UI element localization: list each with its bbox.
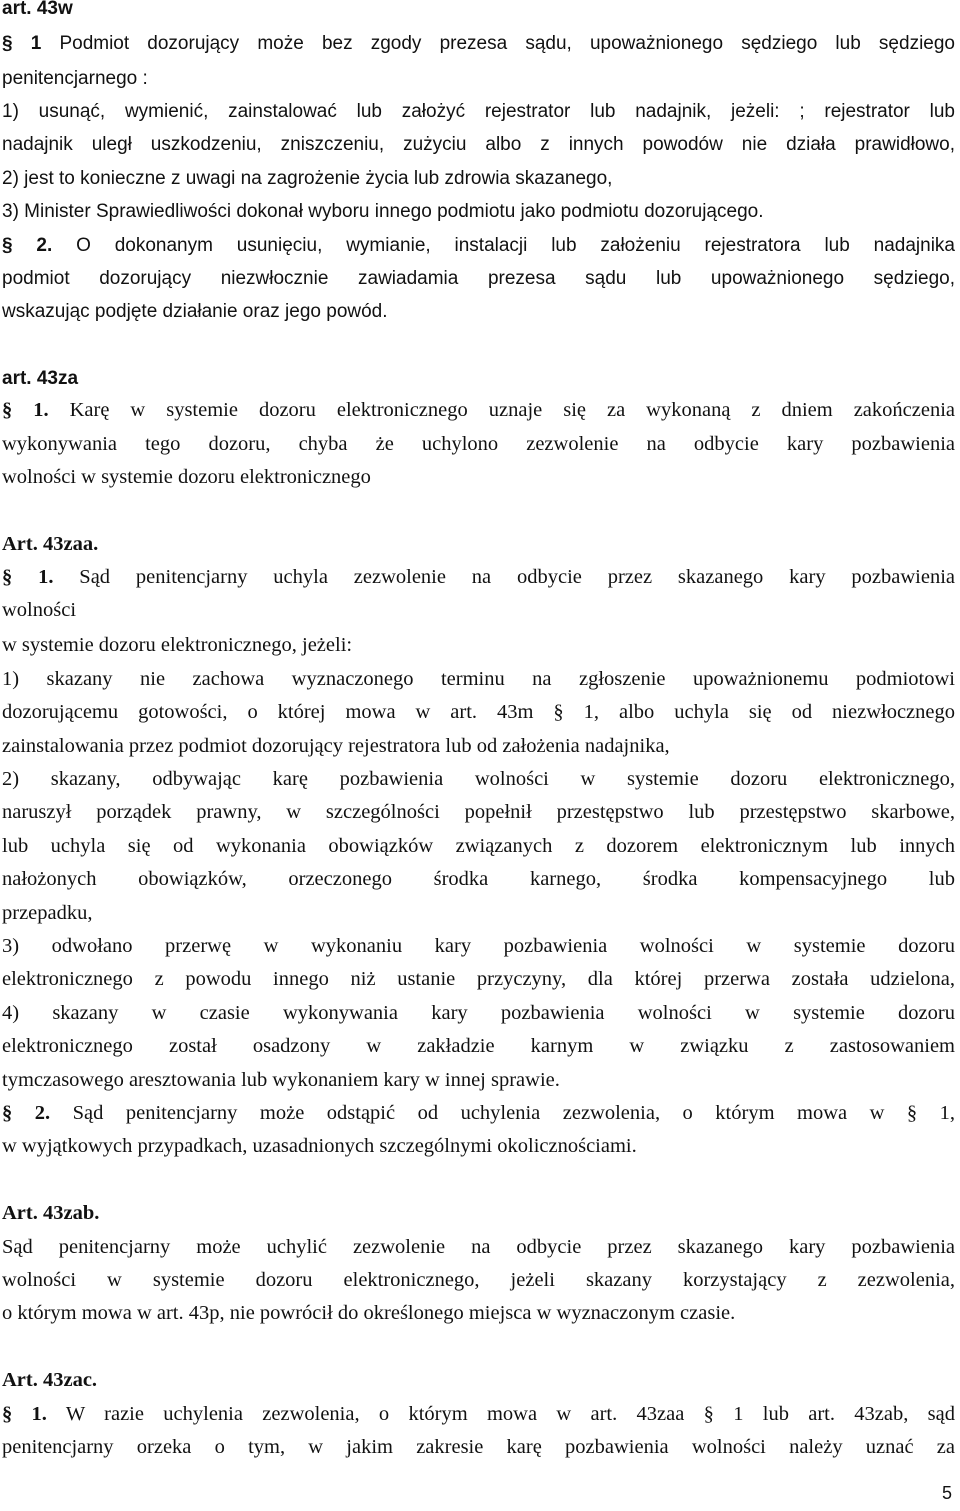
section-mark: § 2. [2, 1102, 51, 1124]
paragraph-line: § 1. W razie uchylenia zezwolenia, o którym mowa w art. 43zaa § 1 lub art. 43zab, sąd [2, 1403, 956, 1425]
paragraph-line: zainstalowania przez podmiot dozorujący rejestratora lub od założenia nadajnika, [2, 735, 670, 757]
paragraph-line: § 1. Karę w systemie dozoru elektronicznego uznaje się za wykonaną z dniem zakończenia [2, 399, 956, 421]
paragraph-line: tymczasowego aresztowania lub wykonaniem kary w innej sprawie. [2, 1069, 560, 1091]
paragraph-line: wykonywania tego dozoru, chyba że uchylono zezwolenie na odbycie kary pozbawienia [2, 433, 955, 455]
paragraph-line: w systemie dozoru elektronicznego, jeżeli: [2, 634, 353, 656]
section-mark: § 1 [2, 33, 42, 54]
paragraph-line: 1) usunąć, wymienić, zainstalować lub założyć rejestrator lub nadajnik, jeżeli: ; rejestrator lub [2, 101, 955, 122]
paragraph-line: wskazując podjęte działanie oraz jego powód. [2, 301, 388, 322]
paragraph-line: Sąd penitencjarny może uchylić zezwolenie na odbycie przez skazanego kary pozbawienia [2, 1236, 955, 1258]
page-number: 5 [941, 1483, 952, 1503]
list-item: 2) jest to konieczne z uwagi na zagrożenie życia lub zdrowia skazanego, [2, 168, 613, 189]
article-title: art. 43w [2, 0, 73, 19]
section-mark: § 1. [2, 1403, 47, 1425]
paragraph-line: § 1 Podmiot dozorujący może bez zgody prezesa sądu, upoważnionego sędziego lub sędziego [2, 33, 955, 54]
article-title: art. 43za [2, 368, 79, 389]
list-item: 1) skazany nie zachowa wyznaczonego terminu na zgłoszenie upoważnionemu podmiotowi [2, 668, 955, 690]
paragraph-line: wolności w systemie dozoru elektronicznego, jeżeli skazany korzystający z zezwolenia, [2, 1269, 955, 1291]
paragraph-line: penitencjarny orzeka o tym, w jakim zakresie karę pozbawienia wolności należy uznać za [2, 1436, 955, 1458]
paragraph-line: przepadku, [2, 902, 93, 924]
article-title: Art. 43zac. [2, 1369, 98, 1391]
section-mark: § 1. [2, 566, 54, 588]
article-title: Art. 43zaa. [2, 533, 99, 555]
paragraph-line: naruszył porządek prawny, w szczególności popełnił przestępstwo lub przestępstwo skarbowe, [2, 801, 955, 823]
list-item: 3) Minister Sprawiedliwości dokonał wyboru innego podmiotu jako podmiotu dozorującego. [2, 201, 764, 222]
paragraph-line: o którym mowa w art. 43p, nie powrócił do określonego miejsca w wyznaczonym czasie. [2, 1302, 736, 1324]
list-item: 2) skazany, odbywając karę pozbawienia wolności w systemie dozoru elektronicznego, [2, 768, 955, 790]
paragraph-line: podmiot dozorujący niezwłocznie zawiadamia prezesa sądu lub upoważnionego sędziego, [2, 268, 955, 289]
paragraph-line: penitencjarnego : [2, 68, 148, 89]
paragraph-line: lub uchyla się od wykonania obowiązków związanych z dozorem elektronicznym lub innych [2, 835, 955, 857]
list-item: 3) odwołano przerwę w wykonaniu kary pozbawienia wolności w systemie dozoru [2, 935, 955, 957]
paragraph-line: nadajnik uległ uszkodzeniu, zniszczeniu, zużyciu albo z innych powodów nie działa prawidłowo, [2, 134, 955, 155]
article-title: Art. 43zab. [2, 1202, 100, 1224]
paragraph-line: elektronicznego z powodu innego niż ustanie przyczyny, dla której przerwa została udzielona, [2, 968, 955, 990]
paragraph-line: dozorującemu gotowości, o której mowa w art. 43m § 1, albo uchyla się od niezwłocznego [2, 701, 955, 723]
paragraph-line: nałożonych obowiązków, orzeczonego środka karnego, środka kompensacyjnego lub [2, 868, 955, 890]
paragraph-line: § 2. O dokonanym usunięciu, wymianie, instalacji lub założeniu rejestratora lub nadajnika [2, 235, 955, 256]
paragraph-line: w wyjątkowych przypadkach, uzasadnionych szczególnymi okolicznościami. [2, 1135, 637, 1157]
paragraph-line: wolności w systemie dozoru elektronicznego [2, 466, 371, 488]
paragraph-line: § 2. Sąd penitencjarny może odstąpić od uchylenia zezwolenia, o którym mowa w § 1, [2, 1102, 955, 1124]
paragraph-line: wolności [2, 599, 77, 621]
paragraph-line: elektronicznego został osadzony w zakładzie karnym w związku z zastosowaniem [2, 1035, 955, 1057]
paragraph-line: § 1. Sąd penitencjarny uchyla zezwolenie na odbycie przez skazanego kary pozbawienia [2, 566, 955, 588]
section-mark: § 2. [2, 235, 53, 256]
list-item: 4) skazany w czasie wykonywania kary pozbawienia wolności w systemie dozoru [2, 1002, 955, 1024]
section-mark: § 1. [2, 399, 49, 421]
